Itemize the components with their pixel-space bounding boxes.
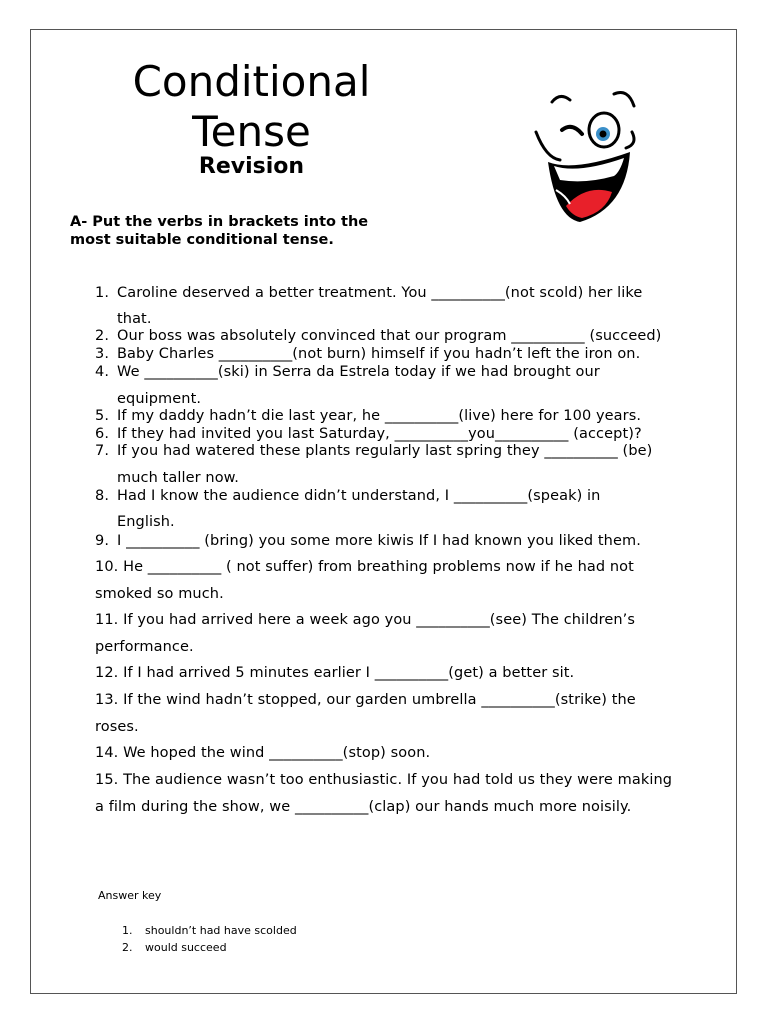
question-number: 3. <box>95 346 110 362</box>
question-14: 14. We hoped the wind __________(stop) soon. <box>95 745 431 761</box>
question-number: 7. <box>95 443 110 459</box>
question-number: 5. <box>95 408 110 424</box>
question-13-continuation: roses. <box>95 719 139 735</box>
answer-item <box>122 924 297 937</box>
question-number: 9. <box>95 533 110 549</box>
question-3 <box>95 346 640 362</box>
question-13: 13. If the wind hadn’t stopped, our garden umbrella __________(strike) the <box>95 692 636 708</box>
question-text: If they had invited you last Saturday, __________you__________ (accept)? <box>117 426 642 442</box>
question-4 <box>95 364 600 380</box>
question-7-continuation: much taller now. <box>117 470 240 486</box>
answer-item <box>122 941 227 954</box>
question-number: 8. <box>95 488 110 504</box>
question-1 <box>95 285 642 301</box>
question-4-continuation: equipment. <box>117 391 202 407</box>
question-15: 15. The audience wasn’t too enthusiastic. If you had told us they were making <box>95 772 673 788</box>
question-15-continuation: a film during the show, we __________(clap) our hands much more noisily. <box>95 799 632 815</box>
instruction <box>70 213 410 249</box>
question-text: Our boss was absolutely convinced that our program __________ (succeed) <box>117 328 662 344</box>
question-12: 12. If I had arrived 5 minutes earlier I __________(get) a better sit. <box>95 665 575 681</box>
answer-text: would succeed <box>145 941 227 954</box>
answer-number: 2. <box>122 941 133 954</box>
question-number: 2. <box>95 328 110 344</box>
question-8 <box>95 488 600 504</box>
question-7 <box>95 443 652 459</box>
question-10-continuation: smoked so much. <box>95 586 224 602</box>
question-5 <box>95 408 641 424</box>
question-text: I __________ (bring) you some more kiwis If I had known you liked them. <box>117 533 641 549</box>
question-text: If my daddy hadn’t die last year, he __________(live) here for 100 years. <box>117 408 642 424</box>
question-1-continuation: that. <box>117 311 152 327</box>
question-text: Baby Charles __________(not burn) himself if you hadn’t left the iron on. <box>117 346 641 362</box>
title-line-1: Conditional <box>132 57 371 106</box>
question-11-continuation: performance. <box>95 639 194 655</box>
title-line-2: Tense <box>192 107 311 156</box>
instruction-line-2: most suitable conditional tense. <box>70 232 334 248</box>
question-2 <box>95 328 661 344</box>
question-text: If you had watered these plants regularly last spring they __________ (be) <box>117 443 653 459</box>
answer-text: shouldn’t had have scolded <box>145 924 297 937</box>
question-number: 1. <box>95 285 110 301</box>
question-9 <box>95 533 641 549</box>
winking-face-icon <box>526 88 646 228</box>
question-number: 4. <box>95 364 110 380</box>
answer-key-title: Answer key <box>98 889 162 902</box>
question-10: 10. He __________ ( not suffer) from breathing problems now if he had not <box>95 559 634 575</box>
question-8-continuation: English. <box>117 514 175 530</box>
answer-number: 1. <box>122 924 133 937</box>
question-text: We __________(ski) in Serra da Estrela today if we had brought our <box>117 364 600 380</box>
question-number: 6. <box>95 426 110 442</box>
question-6 <box>95 426 642 442</box>
question-11: 11. If you had arrived here a week ago you __________(see) The children’s <box>95 612 636 628</box>
subtitle: Revision <box>198 154 305 179</box>
instruction-line-1: A- Put the verbs in brackets into the <box>70 214 369 230</box>
question-text: Caroline deserved a better treatment. You __________(not scold) her like <box>117 285 643 301</box>
question-text: Had I know the audience didn’t understand, I __________(speak) in <box>117 488 601 504</box>
